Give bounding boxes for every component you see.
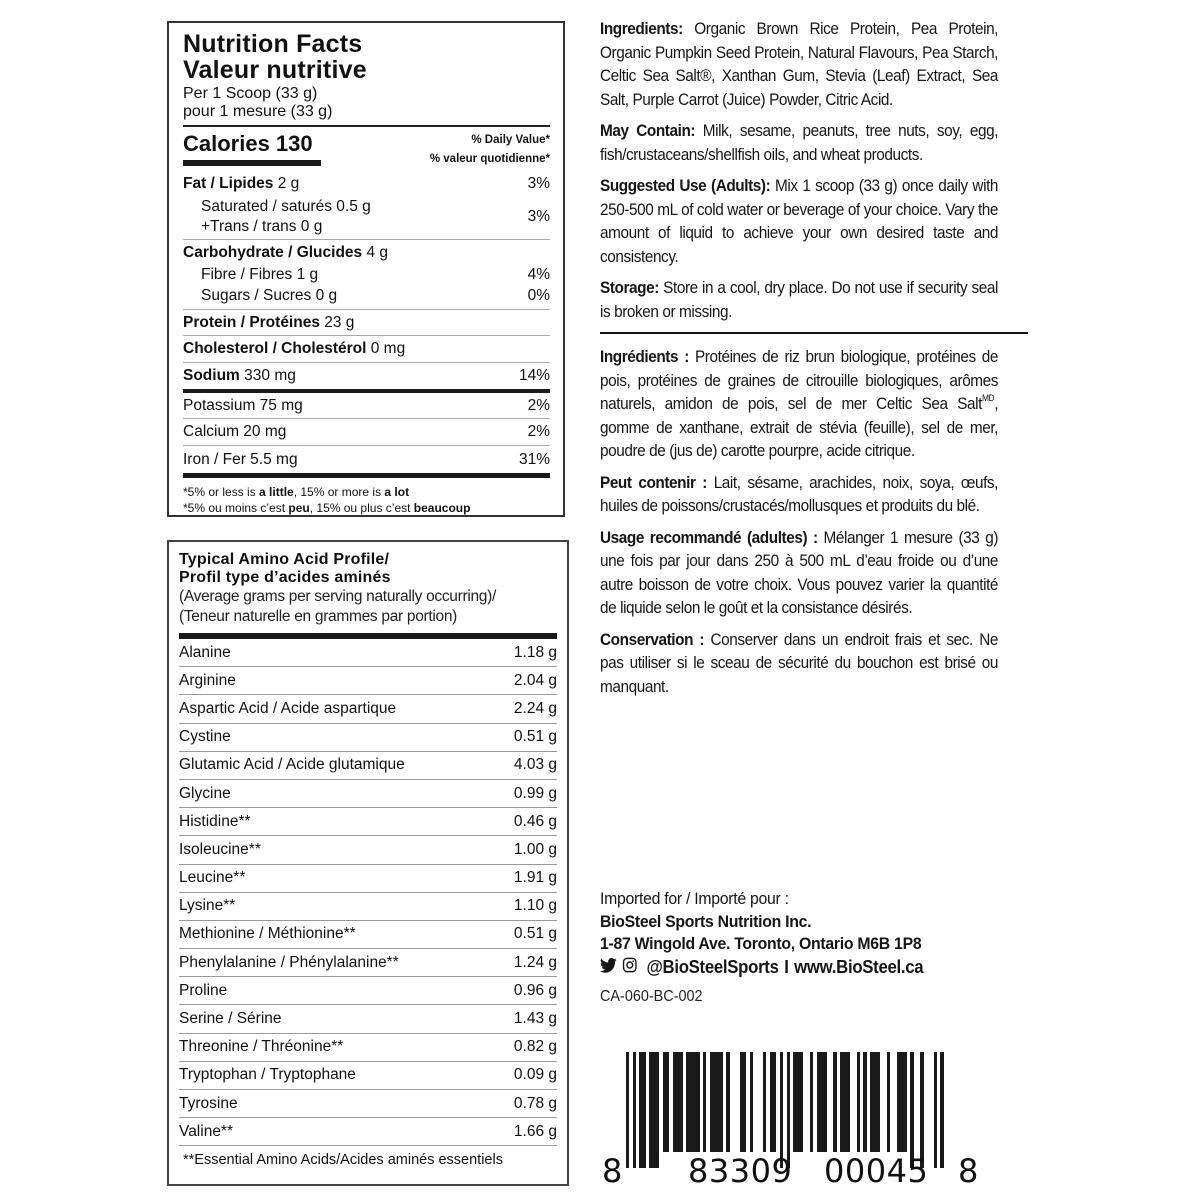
nutrient-row-fat [183,171,550,197]
nutrient-row-protein [183,310,550,335]
amino-row [179,977,557,1005]
amino-name: Arginine [179,671,236,689]
amino-value: 1.24 g [513,953,557,971]
imported-for-label: Imported for / Importé pour : [600,889,789,908]
amino-value: 0.51 g [513,728,557,746]
dv-footnote-fr: *5% ou moins c’est peu, 15% ou plus c’est beaucoup [183,501,471,515]
amino-name: Methionine / Méthionine** [179,925,356,943]
barcode-bars [626,1052,944,1152]
ingredients-fr: Ingrédients : Protéines de riz brun biologique, protéines de pois, protéines de graines de citrouille biologiques, arômes naturels, amidon de pois, sel de mer Celtic Sea Salt$^{MD}$, gomme de xanthane, extrait de stévia (feuille), sel de mer, poudre de (jus de) carotte pourpre, acide citrique. [600,348,999,460]
amino-row [179,780,557,808]
amino-name: Alanine [179,643,231,661]
usage-fr: Usage recommandé (adultes) : Mélanger 1 mesure (33 g) une fois par jour dans 250 à 500 mL d’eau froide ou d’une autre boisson de votre choix. Vous pouvez varier la quantité de liquide selon le goût et la consistance désirés. [600,528,999,617]
storage-en: Storage: Store in a cool, dry place. Do not use if security seal is broken or missing. [600,279,999,321]
amino-subtitle-en: (Average grams per serving naturally occurring)/ [179,588,496,605]
amino-row [179,949,557,977]
nutrient-row-iron [183,446,550,473]
amino-name: Threonine / Thréonine** [179,1038,344,1056]
amino-value: 1.91 g [513,869,557,887]
nutrient-pct: 3% [527,175,550,192]
nutrient-row-calcium [183,419,550,445]
nutrition-title-en: Nutrition Facts [183,30,363,58]
amino-row [179,724,557,752]
nutrient-label-saturated: Saturated / saturés 0.5 g [201,198,371,215]
amino-value: 0.51 g [513,925,557,943]
amino-value: 0.99 g [513,784,557,802]
nutrient-row-sugars [183,285,550,306]
amino-name: Proline [179,981,228,999]
nutrient-pct: 14% [518,367,550,384]
amino-row [179,695,557,723]
calories-row [183,130,550,169]
suggested-use-en: Suggested Use (Adults): Mix 1 scoop (33 g) once daily with 250-500 mL of cold water or beverage of your choice. Vary the amount of liquid to achieve your own desired taste and consistency. [600,177,999,266]
french-text-block [600,346,998,707]
product-code: CA-060-BC-002 [600,988,703,1005]
amino-row [179,667,557,695]
nutrition-facts-panel [167,21,565,517]
nutrient-label: Carbohydrate / Glucides [183,243,363,261]
may-contain-fr: Peut contenir : Lait, sésame, arachides, noix, soya, œufs, huiles de poissons/crustacés/mollusques et produits du blé. [600,473,999,515]
amino-row [179,1034,557,1062]
nutrient-label: Sodium [183,367,240,384]
amino-name: Glutamic Acid / Acide glutamique [179,756,405,774]
nutrient-pct: 0% [527,286,550,304]
nutrient-label: Sugars / Sucres 0 g [201,286,338,304]
nutrient-label: Protein / Protéines [183,313,320,331]
amino-row [179,893,557,921]
website-link[interactable]: www.BioSteel.ca [794,956,924,977]
daily-value-header-fr: % valeur quotidienne* [429,153,550,165]
nutrient-row-sodium [183,363,550,389]
nutrient-pct: 2% [527,423,550,440]
amino-value: 0.82 g [513,1038,557,1056]
amino-name: Isoleucine** [179,840,261,858]
daily-value-header-en: % Daily Value* [471,134,550,146]
amino-name: Aspartic Acid / Acide aspartique [179,699,397,717]
nutrient-row-potassium [183,393,550,418]
calories-label: Calories 130 [183,131,313,156]
nutrient-amount: 2 g [273,175,300,192]
nutrient-label: Cholesterol / Cholestérol [183,340,367,357]
nutrient-amount: 4 g [362,243,389,261]
barcode-digit-left: 8 [602,1152,623,1190]
social-handle[interactable]: @BioSteelSports [646,956,779,977]
nutrient-row-sat-trans [183,197,550,237]
divider [183,125,550,127]
nutrient-label: Fat / Lipides [183,175,274,192]
amino-row [179,808,557,836]
amino-name: Lysine** [179,897,236,915]
amino-subtitle-fr: (Teneur naturelle en grammes par portion) [179,608,458,625]
nutrient-label: Iron / Fer 5.5 mg [183,450,298,468]
barcode-digit-right: 8 [958,1152,979,1190]
amino-row [179,1005,557,1033]
amino-title-fr: Profil type d’acides aminés [179,569,391,586]
nutrient-amount: 0 mg [366,340,406,357]
nutrient-pct: 3% [527,208,550,225]
amino-value: 1.66 g [513,1122,557,1140]
dv-footnote [183,478,550,516]
amino-name: Tyrosine [179,1094,238,1112]
nutrient-row-fibre [183,265,550,285]
calories-bar [183,160,321,166]
nutrient-label: Calcium 20 mg [183,423,287,440]
amino-value: 0.46 g [513,812,557,830]
amino-name: Glycine [179,784,231,802]
amino-row [179,639,557,667]
amino-value: 4.03 g [513,756,557,774]
serving-size-fr: pour 1 mesure (33 g) [183,103,333,120]
amino-name: Serine / Sérine [179,1010,282,1028]
amino-row [179,836,557,864]
amino-value: 0.96 g [513,981,557,999]
company-name: BioSteel Sports Nutrition Inc. [600,911,812,931]
daily-value-header [430,131,550,169]
barcode [600,1052,980,1192]
nutrient-label: Fibre / Fibres 1 g [201,266,319,283]
company-address: 1-87 Wingold Ave. Toronto, Ontario M6B 1P8 [600,934,922,953]
amino-value: 0.09 g [513,1066,557,1084]
amino-name: Histidine** [179,812,251,830]
amino-name: Tryptophan / Tryptophane [179,1066,356,1084]
social-line [600,956,923,979]
nutrient-pct: 2% [527,396,550,414]
amino-value: 1.18 g [513,643,557,661]
barcode-group-right: 00045 [824,1152,929,1190]
barcode-bar [940,1052,943,1168]
amino-value: 0.78 g [513,1094,557,1112]
importer-block [600,888,923,978]
nutrient-amount: 330 mg [239,367,296,384]
may-contain-en: May Contain: Milk, sesame, peanuts, tree nuts, soy, egg, fish/crustaceans/shellfish oils, and wheat products. [600,122,999,164]
storage-fr: Conservation : Conserver dans un endroit frais et sec. Ne pas utiliser si le sceau de sécurité du bouchon est brisé ou manquant. [600,630,999,696]
amino-value: 2.24 g [513,699,557,717]
english-text-block [600,18,998,332]
amino-name: Leucine** [179,869,246,887]
amino-name: Cystine [179,728,231,746]
amino-value: 2.04 g [513,671,557,689]
amino-row [179,865,557,893]
twitter-icon[interactable] [600,956,617,979]
amino-row [179,1118,557,1146]
social-divider: I [784,956,789,977]
amino-name: Valine** [179,1122,234,1140]
amino-row [179,1062,557,1090]
amino-row [179,921,557,949]
amino-value: 1.43 g [513,1010,557,1028]
amino-title-en: Typical Amino Acid Profile/ [179,551,390,568]
ingredients-en: Ingredients: Organic Brown Rice Protein, Pea Protein, Organic Pumpkin Seed Protein, Natural Flavours, Pea Starch, Celtic Sea Salt®, Xanthan Gum, Stevia (Leaf) Extract, Sea Salt, Purple Carrot (Juice) Powder, Citric Acid. [600,20,999,109]
nutrient-row-carb [183,240,550,265]
nutrient-pct: 31% [518,450,550,468]
amino-row [179,752,557,780]
amino-name: Phenylalanine / Phénylalanine** [179,953,399,971]
nutrient-pct: 4% [527,266,550,283]
serving-size-en: Per 1 Scoop (33 g) [183,85,318,102]
amino-value: 1.00 g [513,840,557,858]
amino-table [179,639,557,1146]
language-divider [600,332,1028,334]
dv-footnote-en: *5% or less is a little, 15% or more is a lot [183,485,410,499]
amino-value: 1.10 g [513,897,557,915]
amino-footnote: **Essential Amino Acids/Acides aminés essentiels [183,1152,503,1169]
barcode-group-left: 83309 [688,1152,793,1190]
nutrition-title-fr: Valeur nutritive [183,56,367,84]
nutrient-label-trans: +Trans / trans 0 g [201,218,323,235]
nutrient-amount: 23 g [319,313,355,331]
amino-row [179,1090,557,1118]
amino-acid-panel [167,540,569,1186]
nutrient-label: Potassium 75 mg [183,396,303,414]
nutrient-row-cholesterol [183,336,550,362]
instagram-icon[interactable] [622,956,637,979]
